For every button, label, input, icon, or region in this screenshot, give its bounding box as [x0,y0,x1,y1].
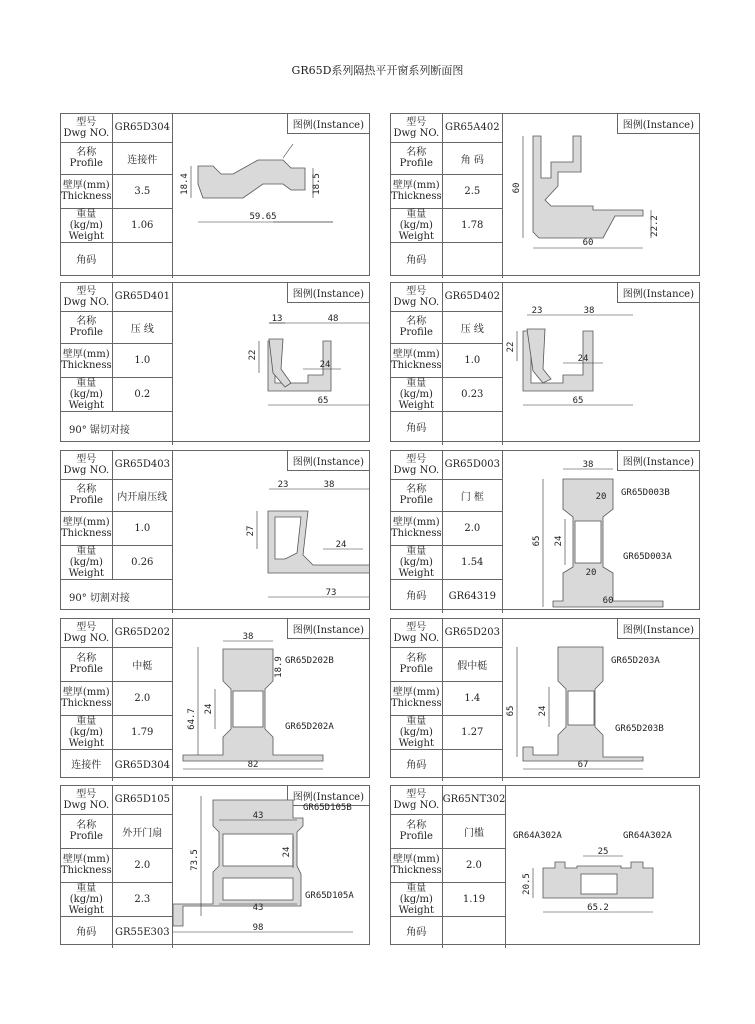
profile-card [60,785,370,945]
dwg-label: 型号 Dwg NO. [61,619,112,647]
thickness-label: 壁厚(mm) Thickness [391,343,442,377]
dwg-label: 型号 Dwg NO. [61,283,112,311]
thickness-label: 壁厚(mm) Thickness [391,511,442,545]
profile-label: 名称 Profile [391,142,442,174]
spec-table [61,619,173,781]
dimension-label: 38 [242,632,254,642]
dimension-label: 59.65 [249,212,277,222]
weight-value: 1.27 [442,715,502,749]
foot-note: 90° 锯切对接 [61,411,173,445]
profile-value: 角 码 [442,142,502,174]
dimension-label: 60 [582,238,594,248]
thickness-value: 1.0 [112,343,172,377]
thickness-value: 2.0 [442,511,502,545]
profile-value: 门槛 [442,814,506,848]
part-callout: GR65D105B [303,803,352,813]
weight-value: 1.78 [442,208,502,242]
dimension-label: 24 [335,540,347,550]
profile-value: 门 框 [442,479,502,511]
profile-drawing [503,283,699,441]
dwg-value: GR65D203 [442,619,502,647]
instance-label: 图例(Instance) [287,451,369,471]
thickness-value: 3.5 [112,174,172,208]
weight-value: 1.79 [112,715,172,749]
spec-table [391,786,506,948]
profile-card [60,113,370,276]
instance-label: 图例(Instance) [287,619,369,639]
weight-label: 重量(kg/m) Weight [391,377,442,411]
dimension-label: 20 [585,568,597,578]
profile-label: 名称 Profile [391,647,442,681]
thickness-value: 1.4 [442,681,502,715]
dwg-label: 型号 Dwg NO. [61,786,112,814]
profile-card [60,450,370,610]
thickness-label: 壁厚(mm) Thickness [61,174,112,208]
thickness-value: 1.0 [112,511,172,545]
dimension-label: 18.4 [180,173,190,195]
profile-label: 名称 Profile [61,142,112,174]
weight-label: 重量(kg/m) Weight [61,545,112,579]
profile-label: 名称 Profile [391,814,442,848]
dimension-label: 64.7 [187,708,197,730]
weight-value: 1.19 [442,882,506,916]
profile-value: 外开门扇 [112,814,172,848]
dimension-label: 22 [248,349,258,361]
dimension-label: 24 [204,703,214,715]
dwg-value: GR65D202 [112,619,172,647]
profile-card [390,785,700,945]
foot-label: 角码 [391,579,442,613]
part-callout: GR64A302A [623,831,672,841]
instance-label: 图例(Instance) [617,619,699,639]
instance-label: 图例(Instance) [617,114,699,134]
thickness-label: 壁厚(mm) Thickness [61,681,112,715]
spec-table [391,114,503,278]
dimension-label: 38 [583,306,595,316]
dwg-value: GR65D105 [112,786,172,814]
spec-table [61,786,173,948]
weight-value: 0.23 [442,377,502,411]
profile-value: 压 线 [442,311,502,343]
dimension-label: 65 [317,396,329,406]
foot-value [442,242,502,278]
dimension-label: 18.9 [274,656,284,678]
dwg-value: GR65D403 [112,451,172,479]
dimension-label: 18.5 [312,173,322,195]
dimension-label: 73 [325,588,337,598]
part-callout: GR65D003B [621,488,670,498]
dimension-label: 43 [252,903,264,913]
dimension-label: 43 [252,811,264,821]
dwg-value: GR65D401 [112,283,172,311]
profile-label: 名称 Profile [391,479,442,511]
profile-card [60,282,370,442]
dimension-label: 24 [577,354,589,364]
profile-value: 压 线 [112,311,172,343]
dimension-label: 98 [252,923,264,933]
foot-value [442,411,502,445]
spec-table [61,451,173,613]
profile-card [390,450,700,610]
dimension-label: 23 [277,480,289,490]
profile-drawing [503,619,699,777]
foot-value [112,242,172,278]
thickness-value: 1.0 [442,343,502,377]
dimension-label: 48 [327,314,339,324]
foot-value: GR65D304 [112,749,172,781]
dimension-label: 60 [602,596,614,606]
profile-drawing [503,451,699,609]
foot-label: 角码 [391,749,442,781]
profile-label: 名称 Profile [61,311,112,343]
dwg-label: 型号 Dwg NO. [391,451,442,479]
thickness-label: 壁厚(mm) Thickness [391,681,442,715]
dimension-label: 38 [582,460,594,470]
dimension-label: 25 [597,847,609,857]
dimension-label: 65.2 [587,903,609,913]
instance-label: 图例(Instance) [617,283,699,303]
part-callout: GR65D203B [615,724,664,734]
thickness-value: 2.0 [112,848,172,882]
profile-drawing [173,114,369,275]
dwg-label: 型号 Dwg NO. [61,114,112,142]
page-title: GR65D系列隔热平开窗系列断面图 [291,64,464,77]
profile-value: 中梃 [112,647,172,681]
part-callout: GR65D202B [285,656,334,666]
instance-label: 图例(Instance) [287,786,369,806]
dimension-label: 23 [531,306,543,316]
dimension-label: 73.5 [190,849,200,871]
weight-label: 重量(kg/m) Weight [391,208,442,242]
thickness-value: 2.0 [442,848,506,882]
profile-drawing [173,786,369,944]
profile-label: 名称 Profile [391,311,442,343]
thickness-value: 2.0 [112,681,172,715]
foot-label: 角码 [391,916,442,948]
profile-label: 名称 Profile [61,647,112,681]
profile-drawing [173,619,369,777]
dwg-value: GR65D003 [442,451,502,479]
weight-label: 重量(kg/m) Weight [391,882,442,916]
foot-label: 角码 [391,242,442,278]
foot-label: 连接件 [61,749,112,781]
dimension-label: 20 [595,492,607,502]
weight-label: 重量(kg/m) Weight [391,545,442,579]
dimension-label: 24 [319,360,331,370]
thickness-label: 壁厚(mm) Thickness [391,174,442,208]
foot-label: 角码 [61,242,112,278]
profile-drawing [503,786,699,944]
dimension-label: 22 [506,341,516,353]
weight-label: 重量(kg/m) Weight [61,377,112,411]
profile-label: 名称 Profile [61,479,112,511]
part-callout: GR65D105A [305,891,354,901]
weight-value: 0.26 [112,545,172,579]
dimension-label: 38 [323,480,335,490]
foot-value: GR55E303 [112,916,172,948]
part-callout: GR65D203A [611,656,660,666]
weight-label: 重量(kg/m) Weight [61,208,112,242]
dwg-label: 型号 Dwg NO. [391,283,442,311]
thickness-label: 壁厚(mm) Thickness [61,343,112,377]
profile-label: 名称 Profile [61,814,112,848]
spec-table [61,114,173,278]
foot-value [442,749,502,781]
profile-drawing [173,451,369,609]
weight-label: 重量(kg/m) Weight [61,882,112,916]
thickness-label: 壁厚(mm) Thickness [391,848,442,882]
instance-label: 图例(Instance) [287,114,369,134]
dwg-label: 型号 Dwg NO. [391,114,442,142]
dwg-value: GR65NT302 [442,786,506,814]
spec-table [391,619,503,781]
dwg-label: 型号 Dwg NO. [391,619,442,647]
profile-card [390,113,700,276]
weight-value: 0.2 [112,377,172,411]
foot-note: 90° 切割对接 [61,579,173,613]
thickness-value: 2.5 [442,174,502,208]
dimension-label: 65 [506,705,516,717]
dimension-label: 67 [577,760,589,770]
weight-value: 2.3 [112,882,172,916]
part-callout: GR65D003A [623,552,672,562]
profile-drawing [173,283,369,441]
thickness-label: 壁厚(mm) Thickness [61,848,112,882]
profile-value: 连接件 [112,142,172,174]
profile-drawing [503,114,699,275]
dwg-value: GR65A402 [442,114,502,142]
foot-label: 角码 [61,916,112,948]
profile-value: 内开扇压线 [112,479,172,511]
dimension-label: 24 [554,535,564,547]
weight-value: 1.54 [442,545,502,579]
profile-card [60,618,370,778]
dwg-label: 型号 Dwg NO. [391,786,442,814]
foot-label: 角码 [391,411,442,445]
dimension-label: 27 [246,525,256,537]
dimension-label: 65 [532,535,542,547]
instance-label: 图例(Instance) [287,283,369,303]
part-callout: GR64A302A [513,831,562,841]
spec-table [391,283,503,445]
dimension-label: 22.2 [650,215,660,237]
foot-value: GR64319 [442,579,502,613]
dimension-label: 60 [512,182,522,194]
thickness-label: 壁厚(mm) Thickness [61,511,112,545]
profile-card [390,282,700,442]
dimension-label: 13 [271,314,283,324]
foot-value [442,916,506,948]
dimension-label: 24 [282,846,292,858]
dwg-value: GR65D304 [112,114,172,142]
dwg-label: 型号 Dwg NO. [61,451,112,479]
dimension-label: 24 [538,705,548,717]
dimension-label: 82 [247,760,259,770]
dwg-value: GR65D402 [442,283,502,311]
weight-value: 1.06 [112,208,172,242]
spec-table [61,283,173,445]
part-callout: GR65D202A [285,722,334,732]
instance-label: 图例(Instance) [617,451,699,471]
dimension-label: 65 [572,396,584,406]
weight-label: 重量(kg/m) Weight [61,715,112,749]
spec-table [391,451,503,613]
dimension-label: 20.5 [522,873,532,895]
weight-label: 重量(kg/m) Weight [391,715,442,749]
profile-card [390,618,700,778]
profile-value: 假中梃 [442,647,502,681]
